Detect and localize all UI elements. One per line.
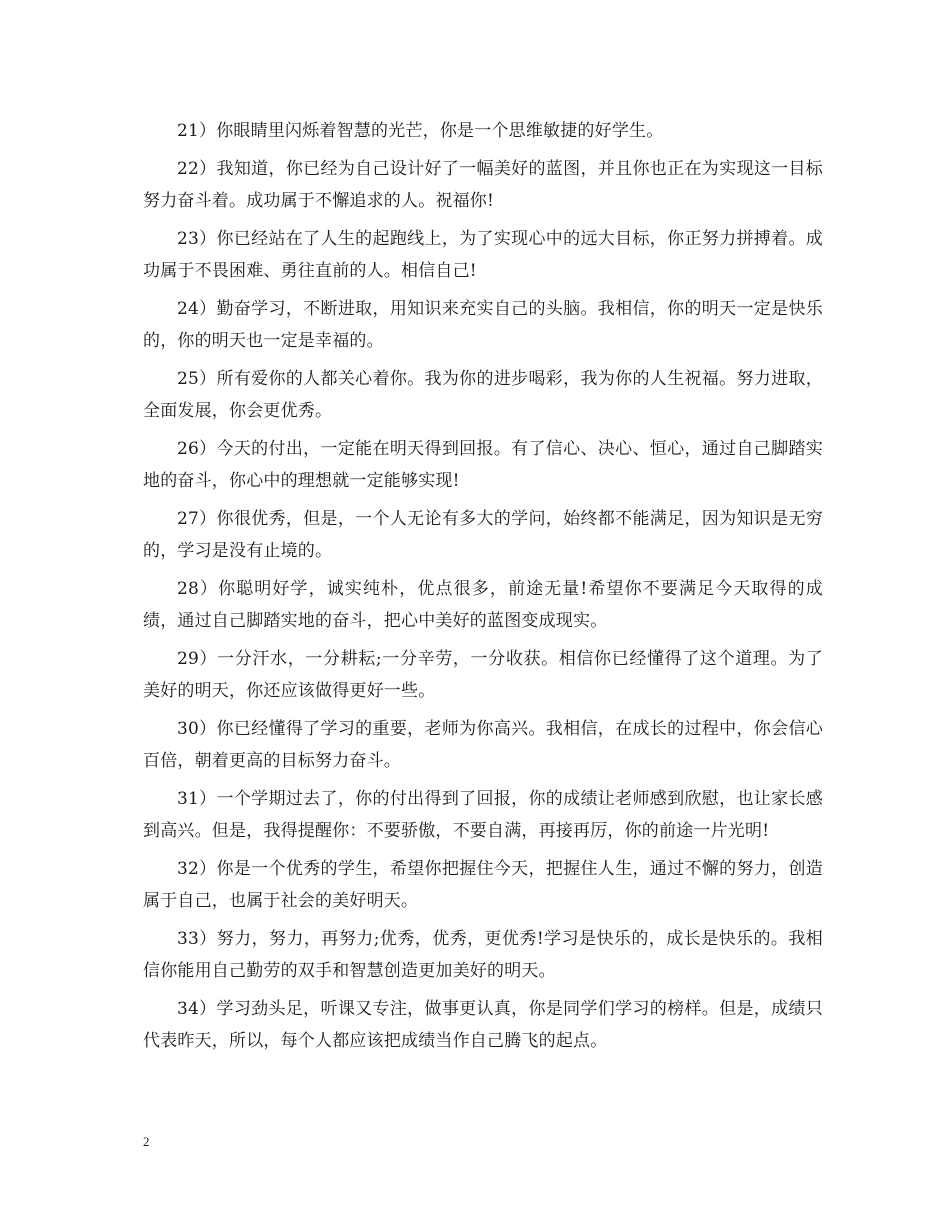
paragraph-26: 26）今天的付出，一定能在明天得到回报。有了信心、决心、恒心，通过自己脚踏实地的奋斗，你心中的理想就一定能够实现! <box>143 439 823 491</box>
paragraph-22: 22）我知道，你已经为自己设计好了一幅美好的蓝图，并且你也正在为实现这一目标努力奋斗着。成功属于不懈追求的人。祝福你! <box>143 159 823 211</box>
document-body <box>143 115 823 1063</box>
paragraph-25: 25）所有爱你的人都关心着你。我为你的进步喝彩，我为你的人生祝福。努力进取，全面发展，你会更优秀。 <box>143 369 823 421</box>
paragraph-29: 29）一分汗水，一分耕耘;一分辛劳，一分收获。相信你已经懂得了这个道理。为了美好的明天，你还应该做得更好一些。 <box>143 649 823 701</box>
paragraph-31: 31）一个学期过去了，你的付出得到了回报，你的成绩让老师感到欣慰，也让家长感到高兴。但是，我得提醒你：不要骄傲，不要自满，再接再厉，你的前途一片光明! <box>143 789 823 841</box>
paragraph-21: 21）你眼睛里闪烁着智慧的光芒，你是一个思维敏捷的好学生。 <box>177 121 664 141</box>
paragraph-30: 30）你已经懂得了学习的重要，老师为你高兴。我相信，在成长的过程中，你会信心百倍，朝着更高的目标努力奋斗。 <box>143 719 823 771</box>
paragraph-28: 28）你聪明好学，诚实纯朴，优点很多，前途无量!希望你不要满足今天取得的成绩，通过自己脚踏实地的奋斗，把心中美好的蓝图变成现实。 <box>143 579 823 631</box>
paragraph-27: 27）你很优秀，但是，一个人无论有多大的学问，始终都不能满足，因为知识是无穷的，学习是没有止境的。 <box>143 509 823 561</box>
paragraph-33: 33）努力，努力，再努力;优秀，优秀，更优秀!学习是快乐的，成长是快乐的。我相信你能用自己勤劳的双手和智慧创造更加美好的明天。 <box>143 929 823 981</box>
paragraph-24: 24）勤奋学习，不断进取，用知识来充实自己的头脑。我相信，你的明天一定是快乐的，你的明天也一定是幸福的。 <box>143 299 823 351</box>
paragraph-34: 34）学习劲头足，听课又专注，做事更认真，你是同学们学习的榜样。但是，成绩只代表昨天，所以，每个人都应该把成绩当作自己腾飞的起点。 <box>143 999 823 1051</box>
paragraph-32: 32）你是一个优秀的学生，希望你把握住今天，把握住人生，通过不懈的努力，创造属于自己，也属于社会的美好明天。 <box>143 859 823 911</box>
page-number: 2 <box>143 1134 150 1149</box>
paragraph-23: 23）你已经站在了人生的起跑线上，为了实现心中的远大目标，你正努力拼搏着。成功属于不畏困难、勇往直前的人。相信自己! <box>143 229 823 281</box>
